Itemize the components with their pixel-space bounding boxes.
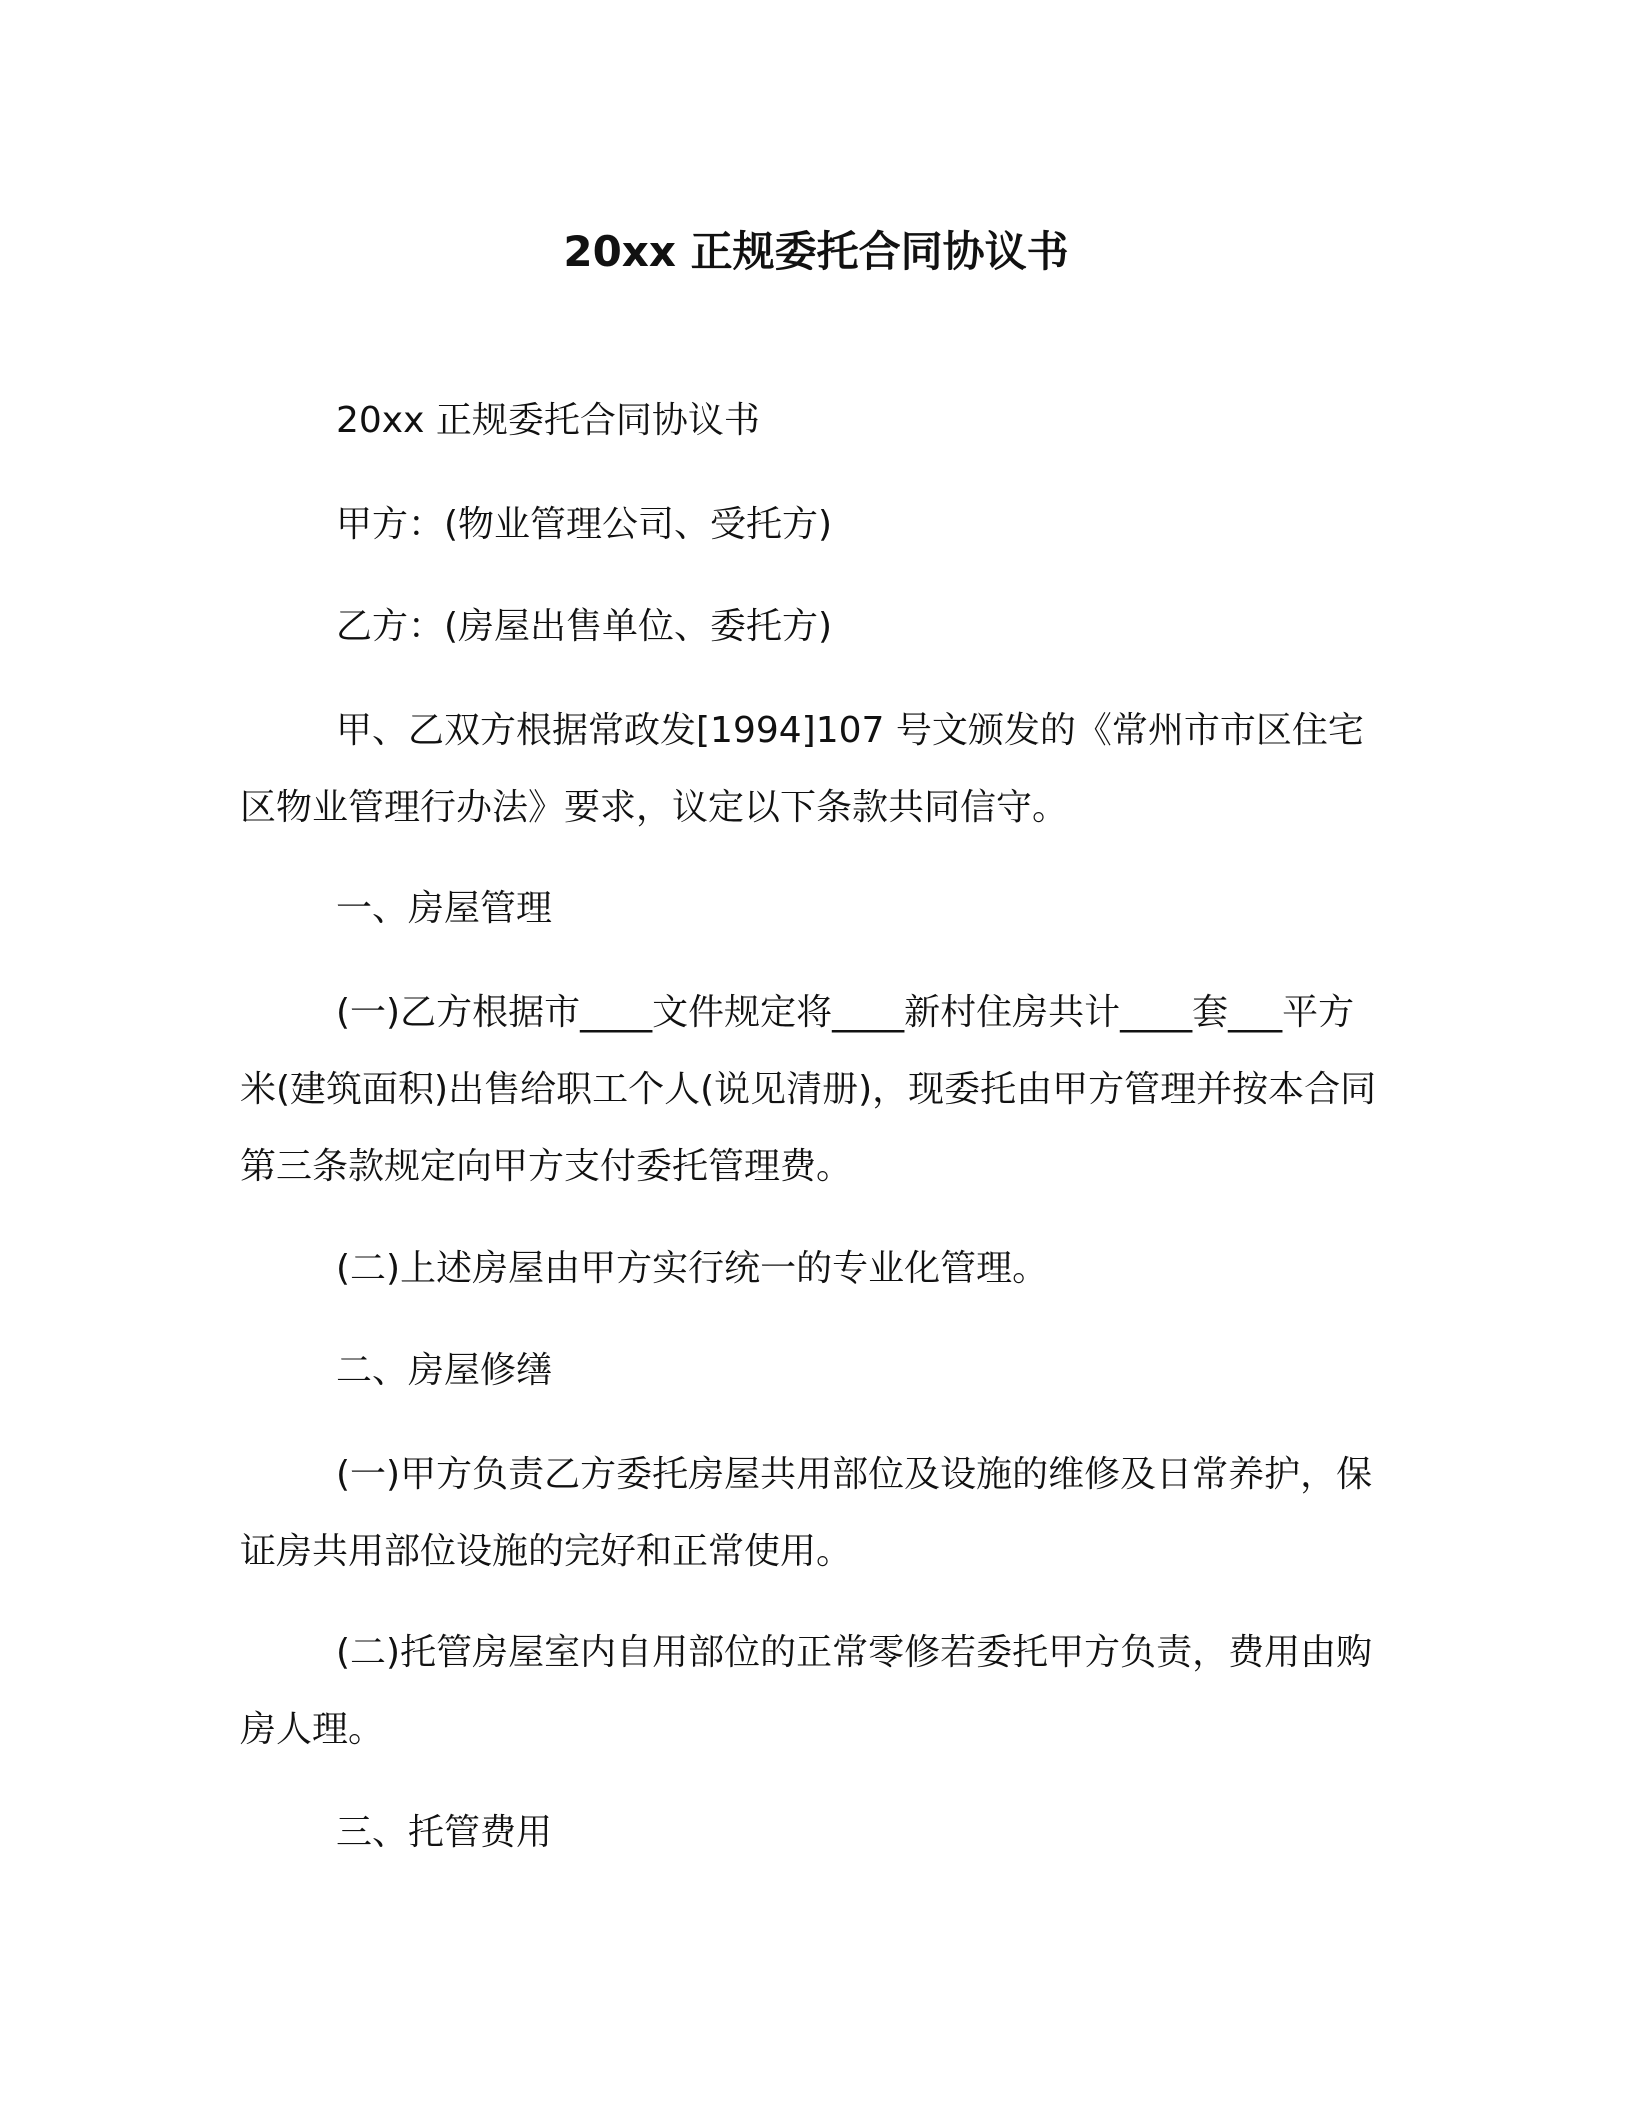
document-title: 20xx 正规委托合同协议书 <box>563 227 1069 276</box>
clause-1-2: (二)上述房屋由甲方实行统一的专业化管理。 <box>336 1248 1049 1289</box>
section-heading-trust-fees: 三、托管费用 <box>336 1812 553 1853</box>
clause-2-2: (二)托管房屋室内自用部位的正常零修若委托甲方负责，费用由购房人理。 <box>240 1632 1373 1750</box>
party-a-line: 甲方：(物业管理公司、受托方) <box>336 504 833 545</box>
party-b-line: 乙方：(房屋出售单位、委托方) <box>336 606 833 647</box>
section-heading-house-repair: 二、房屋修缮 <box>336 1350 553 1391</box>
clause-1-1: (一)乙方根据市____文件规定将____新村住房共计____套___平方米(建筑面积)出售给职工个人(说见清册)，现委托由甲方管理并按本合同第三条款规定向甲方支付委托管理费。 <box>240 992 1377 1187</box>
clause-2-1: (一)甲方负责乙方委托房屋共用部位及设施的维修及日常养护，保证房共用部位设施的完好和正常使用。 <box>240 1454 1373 1572</box>
document-subtitle: 20xx 正规委托合同协议书 <box>336 400 760 441</box>
section-heading-house-management: 一、房屋管理 <box>336 888 553 929</box>
preamble-paragraph: 甲、乙双方根据常政发[1994]107 号文颁发的《常州市市区住宅区物业管理行办法》要求，议定以下条款共同信守。 <box>240 710 1364 828</box>
